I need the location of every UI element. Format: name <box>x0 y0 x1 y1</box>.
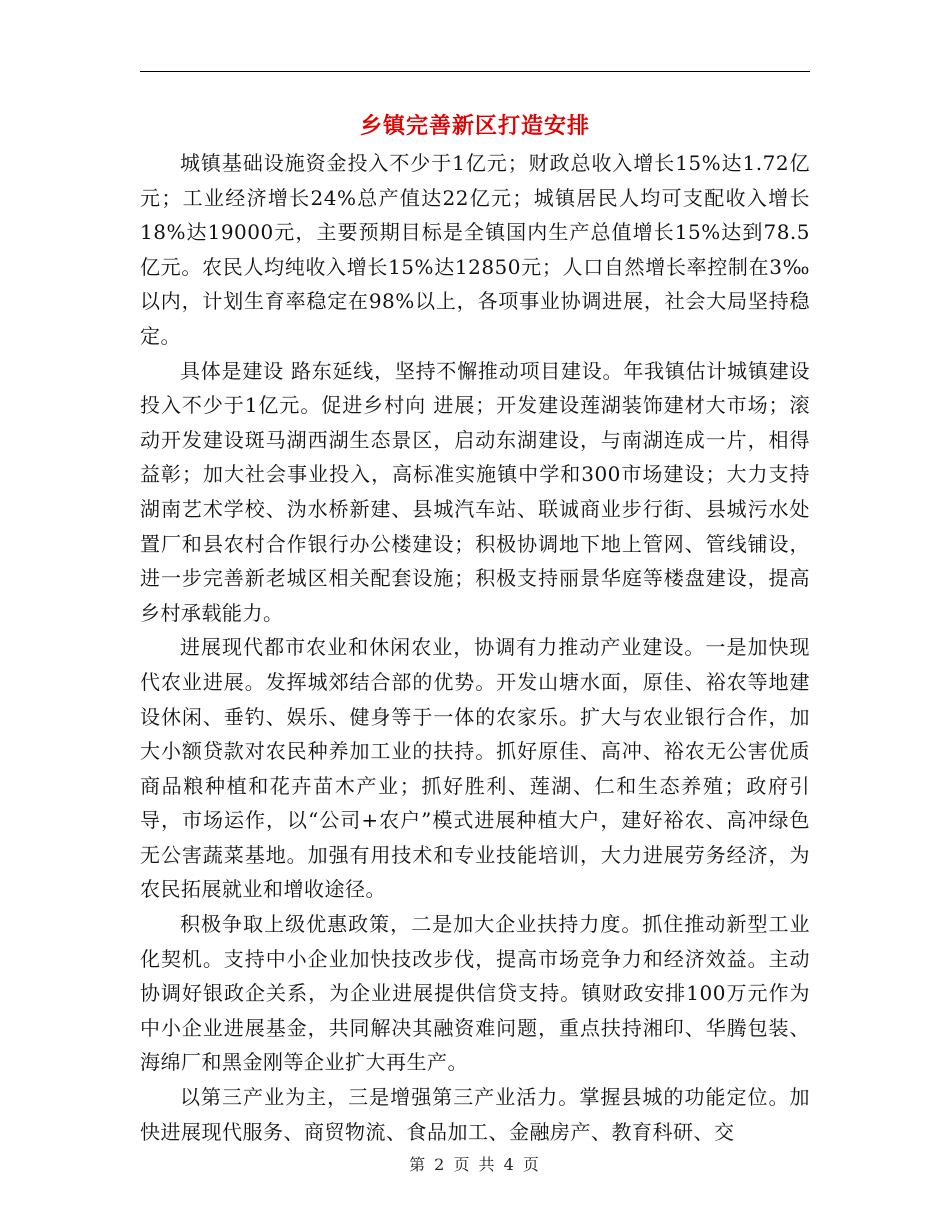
paragraph-4: 积极争取上级优惠政策，二是加大企业扶持力度。抓住推动新型工业化契机。支持中小企业加快技改步伐，提高市场竞争力和经济效益。主动协调好银政企关系，为企业进展提供信贷支持。镇财政安排100万元作为中小企业进展基金，共同解决其融资难问题，重点扶持湘印、华腾包装、海绵厂和黑金刚等企业扩大再生产。 <box>140 912 810 1075</box>
page-footer: 第 2 页 共 4 页 <box>409 1155 541 1174</box>
document-title: 乡镇完善新区打造安排 <box>359 113 590 139</box>
paragraph-3: 进展现代都市农业和休闲农业，协调有力推动产业建设。一是加快现代农业进展。发挥城郊结合部的优势。开发山塘水面，原佳、裕农等地建设休闲、垂钓、娱乐、健身等于一体的农家乐。扩大与农业银行合作，加大小额贷款对农民种养加工业的扶持。抓好原佳、高冲、裕农无公害优质商品粮种植和花卉苗木产业；抓好胜利、莲湖、仁和生态养殖；政府引导，市场运作，以“公司+农户”模式进展种植大户，建好裕农、高冲绿色无公害蔬菜基地。加强有用技术和专业技能培训，大力进展劳务经济，为农民拓展就业和增收途径。 <box>140 635 810 902</box>
document-body <box>140 146 810 1149</box>
paragraph-1: 城镇基础设施资金投入不少于1亿元；财政总收入增长15%达1.72亿元；工业经济增长24%总产值达22亿元；城镇居民人均可支配收入增长18%达19000元，主要预期目标是全镇国内生产总值增长15%达到78.5亿元。农民人均纯收入增长15%达12850元；人口自然增长率控制在3‰以内，计划生育率稳定在98%以上，各项事业协调进展，社会大局坚持稳定。 <box>140 151 810 348</box>
paragraph-2: 具体是建设 路东延线，坚持不懈推动项目建设。年我镇估计城镇建设投入不少于1亿元。促进乡村向 进展；开发建设莲湖装饰建材大市场；滚动开发建设斑马湖西湖生态景区，启动东湖建设，与南湖连成一片，相得益彰；加大社会事业投入，高标准实施镇中学和300市场建设；大力支持湖南艺术学校、沩水桥新建、县城汽车站、联诚商业步行街、县城污水处置厂和县农村合作银行办公楼建设；积极协调地下地上管网、管线铺设，进一步完善新老城区相关配套设施；积极支持丽景华庭等楼盘建设，提高乡村承载能力。 <box>140 358 810 625</box>
paragraph-5: 以第三产业为主，三是增强第三产业活力。掌握县城的功能定位。加快进展现代服务、商贸物流、食品加工、金融房产、教育科研、交 <box>140 1085 810 1144</box>
header-rule <box>140 71 810 72</box>
